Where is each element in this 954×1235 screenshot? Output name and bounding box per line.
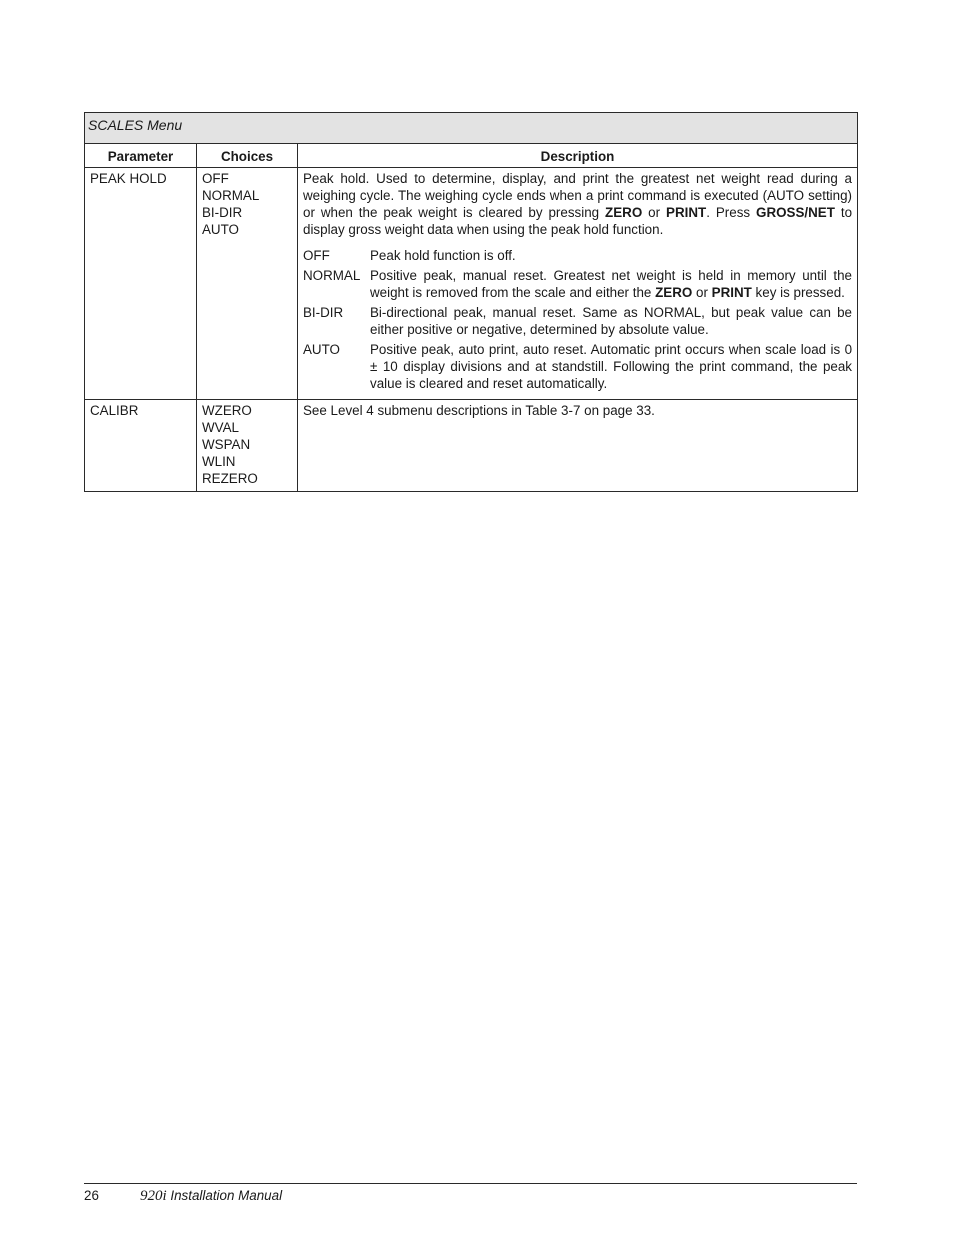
table-header-row bbox=[85, 144, 858, 168]
choice-item: REZERO bbox=[202, 471, 258, 486]
key-name: ZERO bbox=[655, 285, 693, 300]
choice-item: AUTO bbox=[202, 222, 239, 237]
choice-item: NORMAL bbox=[202, 188, 260, 203]
choice-item: WSPAN bbox=[202, 437, 251, 452]
parameter-cell: CALIBR bbox=[85, 400, 197, 492]
option-text-part: key is pressed. bbox=[751, 285, 845, 300]
header-parameter: Parameter bbox=[85, 144, 197, 168]
scales-menu-table bbox=[84, 112, 858, 492]
table-row bbox=[85, 400, 858, 492]
header-choices: Choices bbox=[197, 144, 298, 168]
option-text bbox=[370, 267, 852, 301]
choice-item: WLIN bbox=[202, 454, 236, 469]
option-name: OFF bbox=[303, 248, 330, 263]
footer-rule bbox=[84, 1183, 857, 1184]
page-number: 26 bbox=[84, 1188, 99, 1203]
option-text: Positive peak, auto print, auto reset. Automatic print occurs when scale load is 0 ± 10 display divisions and at standstill. Following the print command, the peak value is cleared and reset automatically. bbox=[370, 342, 853, 391]
option-row bbox=[303, 341, 852, 392]
description-text: to display gross weight data when using the peak hold function. bbox=[303, 205, 853, 237]
description-paragraph bbox=[303, 170, 852, 238]
description-text: Peak hold. Used to determine, display, and print the greatest net weight read during a weighing cycle. The weighing cycle ends when a print command is executed (AUTO setting) or when the peak weight is cleared by pressing bbox=[303, 171, 853, 220]
description-cell: See Level 4 submenu descriptions in Table 3-7 on page 33. bbox=[298, 400, 858, 492]
header-description: Description bbox=[298, 144, 858, 168]
option-name: BI-DIR bbox=[303, 305, 344, 320]
choices-cell bbox=[197, 168, 298, 400]
option-text: Bi-directional peak, manual reset. Same as NORMAL, but peak value can be either positive or negative, determined by absolute value. bbox=[370, 305, 853, 337]
option-row bbox=[303, 267, 852, 301]
choice-item: OFF bbox=[202, 171, 229, 186]
choices-cell bbox=[197, 400, 298, 492]
description-text: . Press bbox=[706, 205, 757, 220]
option-name: AUTO bbox=[303, 342, 340, 357]
table-row bbox=[85, 168, 858, 400]
option-text: Peak hold function is off. bbox=[370, 248, 516, 263]
option-name: NORMAL bbox=[303, 268, 361, 283]
model-name: 920i bbox=[140, 1188, 167, 1204]
key-name: ZERO bbox=[605, 205, 643, 220]
option-row bbox=[303, 247, 852, 264]
key-name: GROSS/NET bbox=[756, 205, 835, 220]
option-row bbox=[303, 304, 852, 338]
table-caption: SCALES Menu bbox=[85, 113, 858, 144]
description-cell bbox=[298, 168, 858, 400]
choice-item: WVAL bbox=[202, 420, 239, 435]
choice-item: WZERO bbox=[202, 403, 252, 418]
manual-title: Installation Manual bbox=[166, 1188, 283, 1203]
choice-item: BI-DIR bbox=[202, 205, 243, 220]
option-text-part: Positive peak, manual reset. Greatest net weight is held in memory until the weight is removed from the scale and either the bbox=[370, 268, 853, 300]
key-name: PRINT bbox=[711, 285, 752, 300]
option-text-part: or bbox=[692, 285, 712, 300]
description-text: or bbox=[642, 205, 667, 220]
parameter-cell: PEAK HOLD bbox=[85, 168, 197, 400]
page-footer bbox=[84, 1188, 282, 1205]
key-name: PRINT bbox=[666, 205, 707, 220]
